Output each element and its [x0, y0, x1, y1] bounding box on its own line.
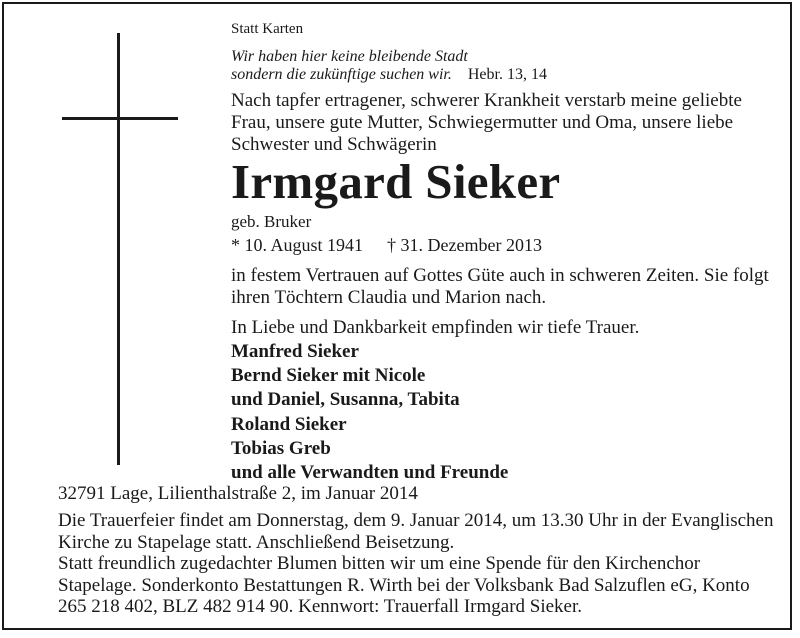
- mourner-line: und alle Verwandten und Freunde: [231, 462, 509, 484]
- bible-verse-line-2: [231, 66, 547, 84]
- mourner-line: und Daniel, Susanna, Tabita: [231, 389, 460, 411]
- latin-cross-icon: [117, 33, 120, 465]
- birth-name: geb. Bruker: [231, 212, 312, 231]
- mourner-line: Roland Sieker: [231, 413, 347, 435]
- family-address: 32791 Lage, Lilienthalstraße 2, im Januar 2014: [58, 483, 418, 504]
- death-date: † 31. Dezember 2013: [387, 235, 542, 255]
- donation-request: Statt freundlich zugedachter Blumen bitten wir um eine Spende für den Kirchenchor Stapelage. Sonderkonto Bestattungen R. Wirth bei der Volksbank Bad Salzuflen eG, Konto 265 218 402, BLZ 482 914 90. Kennwort: Trauerfall Irmgard Sieker.: [58, 553, 750, 617]
- death-announcement: Nach tapfer ertragener, schwerer Krankheit verstarb meine geliebte Frau, unsere gute Mutter, Schwiegermutter und Oma, unsere liebe Schwester und Schwägerin: [231, 90, 742, 155]
- bible-verse-reference: Hebr. 13, 14: [467, 66, 547, 83]
- faith-statement: in festem Vertrauen auf Gottes Güte auch in schweren Zeiten. Sie folgt ihren Töchtern Claudia und Marion nach.: [231, 265, 769, 308]
- mourner-line: Bernd Sieker mit Nicole: [231, 365, 426, 387]
- mourning-statement: In Liebe und Dankbarkeit empfinden wir tiefe Trauer.: [231, 317, 640, 338]
- mourner-line: Tobias Greb: [231, 437, 331, 459]
- funeral-details: Die Trauerfeier findet am Donnerstag, dem 9. Januar 2014, um 13.30 Uhr in der Evanglischen Kirche zu Stapelage statt. Anschließend Beisetzung.: [58, 510, 774, 553]
- mourners-list: [231, 340, 508, 485]
- latin-cross-icon-bar: [62, 117, 178, 120]
- life-dates: [231, 235, 542, 256]
- bible-verse-line-1: Wir haben hier keine bleibende Stadt: [231, 48, 468, 65]
- notice-header: Statt Karten: [231, 21, 304, 37]
- deceased-name: Irmgard Sieker: [231, 154, 561, 209]
- birth-date: * 10. August 1941: [231, 235, 364, 255]
- mourner-line: Manfred Sieker: [231, 341, 359, 362]
- bible-verse-text: sondern die zukünftige suchen wir.: [231, 66, 452, 83]
